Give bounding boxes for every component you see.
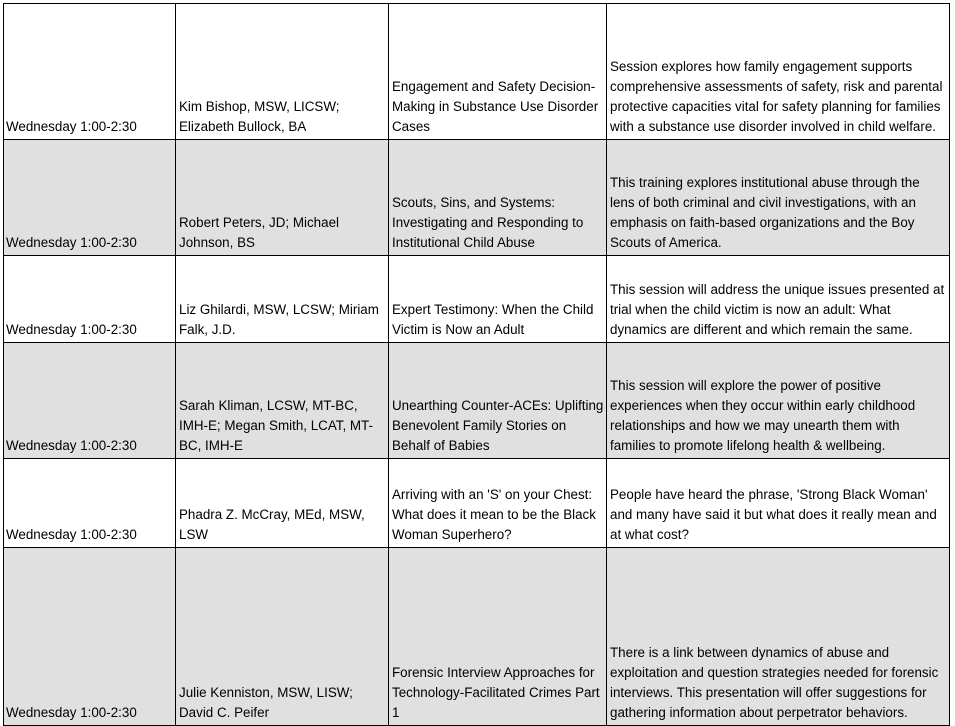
session-presenters: Phadra Z. McCray, MEd, MSW, LSW (176, 459, 389, 548)
session-description: This session will explore the power of positive experiences when they occur within early childhood relationships and how we may unearth them with families to promote lifelong health & wellbeing. (607, 343, 950, 459)
table-row (4, 343, 950, 459)
session-time: Wednesday 1:00-2:30 (4, 140, 176, 256)
session-time: Wednesday 1:00-2:30 (4, 4, 176, 140)
session-title: Engagement and Safety Decision-Making in Substance Use Disorder Cases (389, 4, 607, 140)
table-row (4, 548, 950, 726)
table-row (4, 256, 950, 343)
session-description: There is a link between dynamics of abuse and exploitation and question strategies needed for forensic interviews. This presentation will offer suggestions for gathering information about perpetrator behaviors. (607, 548, 950, 726)
session-title: Expert Testimony: When the Child Victim is Now an Adult (389, 256, 607, 343)
session-description: Session explores how family engagement supports comprehensive assessments of safety, risk and parental protective capacities vital for safety planning for families with a substance use disorder involved in child welfare. (607, 4, 950, 140)
session-title: Unearthing Counter-ACEs: Uplifting Benevolent Family Stories on Behalf of Babies (389, 343, 607, 459)
table-row (4, 4, 950, 140)
table-row (4, 459, 950, 548)
session-time: Wednesday 1:00-2:30 (4, 548, 176, 726)
session-time: Wednesday 1:00-2:30 (4, 343, 176, 459)
session-schedule-table (3, 3, 950, 726)
session-title: Arriving with an 'S' on your Chest: What does it mean to be the Black Woman Superhero? (389, 459, 607, 548)
session-presenters: Robert Peters, JD; Michael Johnson, BS (176, 140, 389, 256)
session-presenters: Julie Kenniston, MSW, LISW; David C. Peifer (176, 548, 389, 726)
session-title: Forensic Interview Approaches for Technology-Facilitated Crimes Part 1 (389, 548, 607, 726)
session-time: Wednesday 1:00-2:30 (4, 256, 176, 343)
table-row (4, 140, 950, 256)
session-presenters: Kim Bishop, MSW, LICSW; Elizabeth Bullock, BA (176, 4, 389, 140)
session-time: Wednesday 1:00-2:30 (4, 459, 176, 548)
session-description: This training explores institutional abuse through the lens of both criminal and civil investigations, with an emphasis on faith-based organizations and the Boy Scouts of America. (607, 140, 950, 256)
session-presenters: Sarah Kliman, LCSW, MT-BC, IMH-E; Megan Smith, LCAT, MT-BC, IMH-E (176, 343, 389, 459)
session-description: People have heard the phrase, 'Strong Black Woman' and many have said it but what does it really mean and at what cost? (607, 459, 950, 548)
session-title: Scouts, Sins, and Systems: Investigating and Responding to Institutional Child Abuse (389, 140, 607, 256)
session-presenters: Liz Ghilardi, MSW, LCSW; Miriam Falk, J.D. (176, 256, 389, 343)
session-description: This session will address the unique issues presented at trial when the child victim is now an adult: What dynamics are different and which remain the same. (607, 256, 950, 343)
